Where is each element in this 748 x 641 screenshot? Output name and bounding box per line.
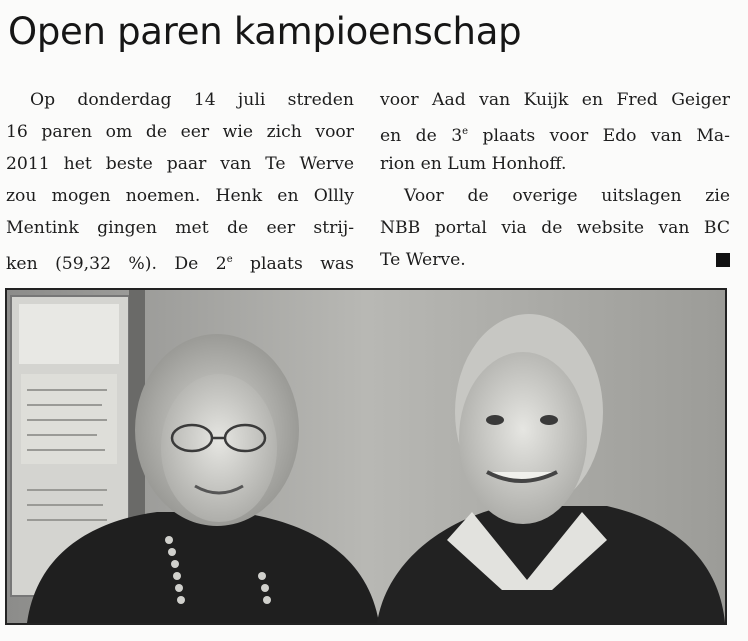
text-fragment: Te Werve. (380, 250, 466, 270)
text-fragment: ken (59,32 %). De 2 (6, 254, 227, 274)
text-line: 16 paren om de eer wie zich voor (6, 122, 354, 142)
text-line: zou mogen noemen. Henk en Ollly (6, 186, 354, 206)
text-line (380, 244, 730, 276)
article-headline: Open paren kampioenschap (8, 10, 522, 53)
text-line: Mentink gingen met de eer strij- (6, 218, 354, 238)
article-column-right (380, 84, 730, 276)
text-line (6, 244, 354, 276)
text-fragment: plaats was (232, 254, 354, 274)
text-line: rion en Lum Honhoff. (380, 154, 567, 174)
ordinal-suffix: e (226, 254, 233, 265)
text-line: Voor de overige uitslagen zie (404, 186, 730, 206)
article-column-left (6, 84, 354, 276)
text-line: NBB portal via de website van BC (380, 218, 730, 238)
end-of-article-square-icon (716, 253, 730, 267)
text-fragment: plaats voor Edo van Ma- (468, 126, 730, 146)
text-line: voor Aad van Kuijk en Fred Geiger (380, 90, 730, 110)
photo-of-couple (5, 288, 727, 625)
text-line: Op donderdag 14 juli streden (30, 90, 354, 110)
text-line (380, 116, 730, 148)
photo-illustration (7, 290, 725, 623)
ordinal-suffix: e (462, 126, 469, 137)
text-line: 2011 het beste paar van Te Werve (6, 154, 354, 174)
text-fragment: en de 3 (380, 126, 463, 146)
